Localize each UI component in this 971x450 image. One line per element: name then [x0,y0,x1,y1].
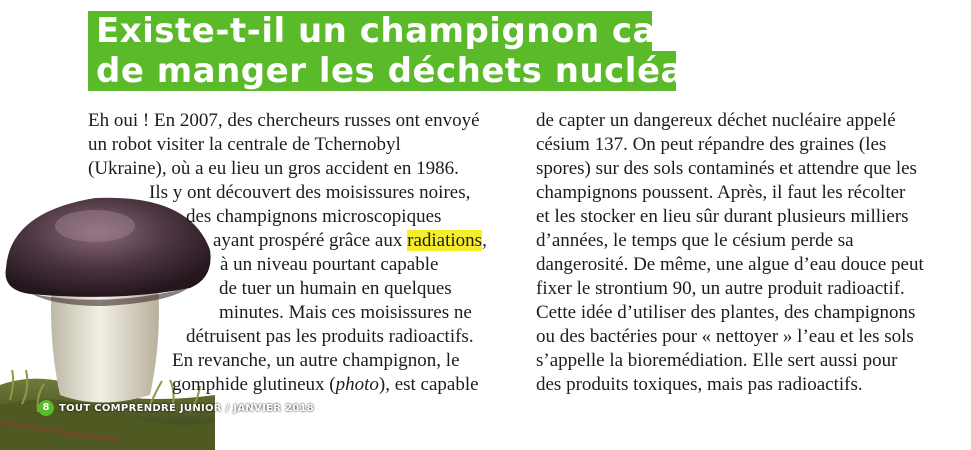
text-line: spores) sur des sols contaminés et attendre que les [536,158,917,179]
text-line: à un niveau pourtant capable [220,254,439,275]
text-line: Ils y ont découvert des moisissures noires, [149,182,471,203]
text-line: dangerosité. De même, une algue d’eau douce peut [536,254,924,275]
text-line: s’appelle la bioremédiation. Elle sert aussi pour [536,350,898,371]
text-line: Cette idée d’utiliser des plantes, des champignons [536,302,916,323]
text-line: d’années, le temps que le césium perde sa [536,230,854,251]
text-line: Eh oui ! En 2007, des chercheurs russes ont envoyé [88,110,480,131]
text-line: de tuer un humain en quelques [219,278,452,299]
article-column-left [0,109,500,397]
text-segment: , [482,230,487,251]
text-line: (Ukraine), où a eu lieu un gros accident en 1986. [88,158,459,179]
article-column-right [536,109,966,397]
text-line: césium 137. On peut répandre des graines (les [536,134,887,155]
article-title-line-1: Existe-t-il un champignon capable [88,11,652,51]
text-line: ou des bactéries pour « nettoyer » l’eau et les sols [536,326,914,347]
text-line: des champignons microscopiques [186,206,442,227]
text-line [0,373,500,397]
text-line: des produits toxiques, mais pas radioactifs. [536,374,863,395]
text-line: et les stocker en lieu sûr durant plusieurs milliers [536,206,909,227]
text-line: minutes. Mais ces moisissures ne [219,302,472,323]
text-segment: ayant prospéré grâce aux [213,230,408,251]
article-title-line-2: de manger les déchets nucléaires ? [88,51,676,91]
text-line: de capter un dangereux déchet nucléaire appelé [536,110,896,131]
highlighted-word: radiations [407,230,483,251]
text-line: détruisent pas les produits radioactifs. [186,326,474,347]
text-line: fixer le strontium 90, un autre produit radioactif. [536,278,905,299]
text-segment: gomphide glutineux ( [172,374,336,395]
text-line: un robot visiter la centrale de Tchernobyl [88,134,401,155]
magazine-issue-label: TOUT COMPRENDRE JUNIOR / JANVIER 2018 [59,402,315,414]
page-footer [38,400,314,416]
text-line: En revanche, un autre champignon, le [172,350,460,371]
italic-word: photo [335,374,379,395]
text-line [0,229,500,253]
text-line: champignons poussent. Après, il faut les récolter [536,182,906,203]
page-number-badge: 8 [38,400,54,416]
text-segment: ), est capable [378,374,479,395]
